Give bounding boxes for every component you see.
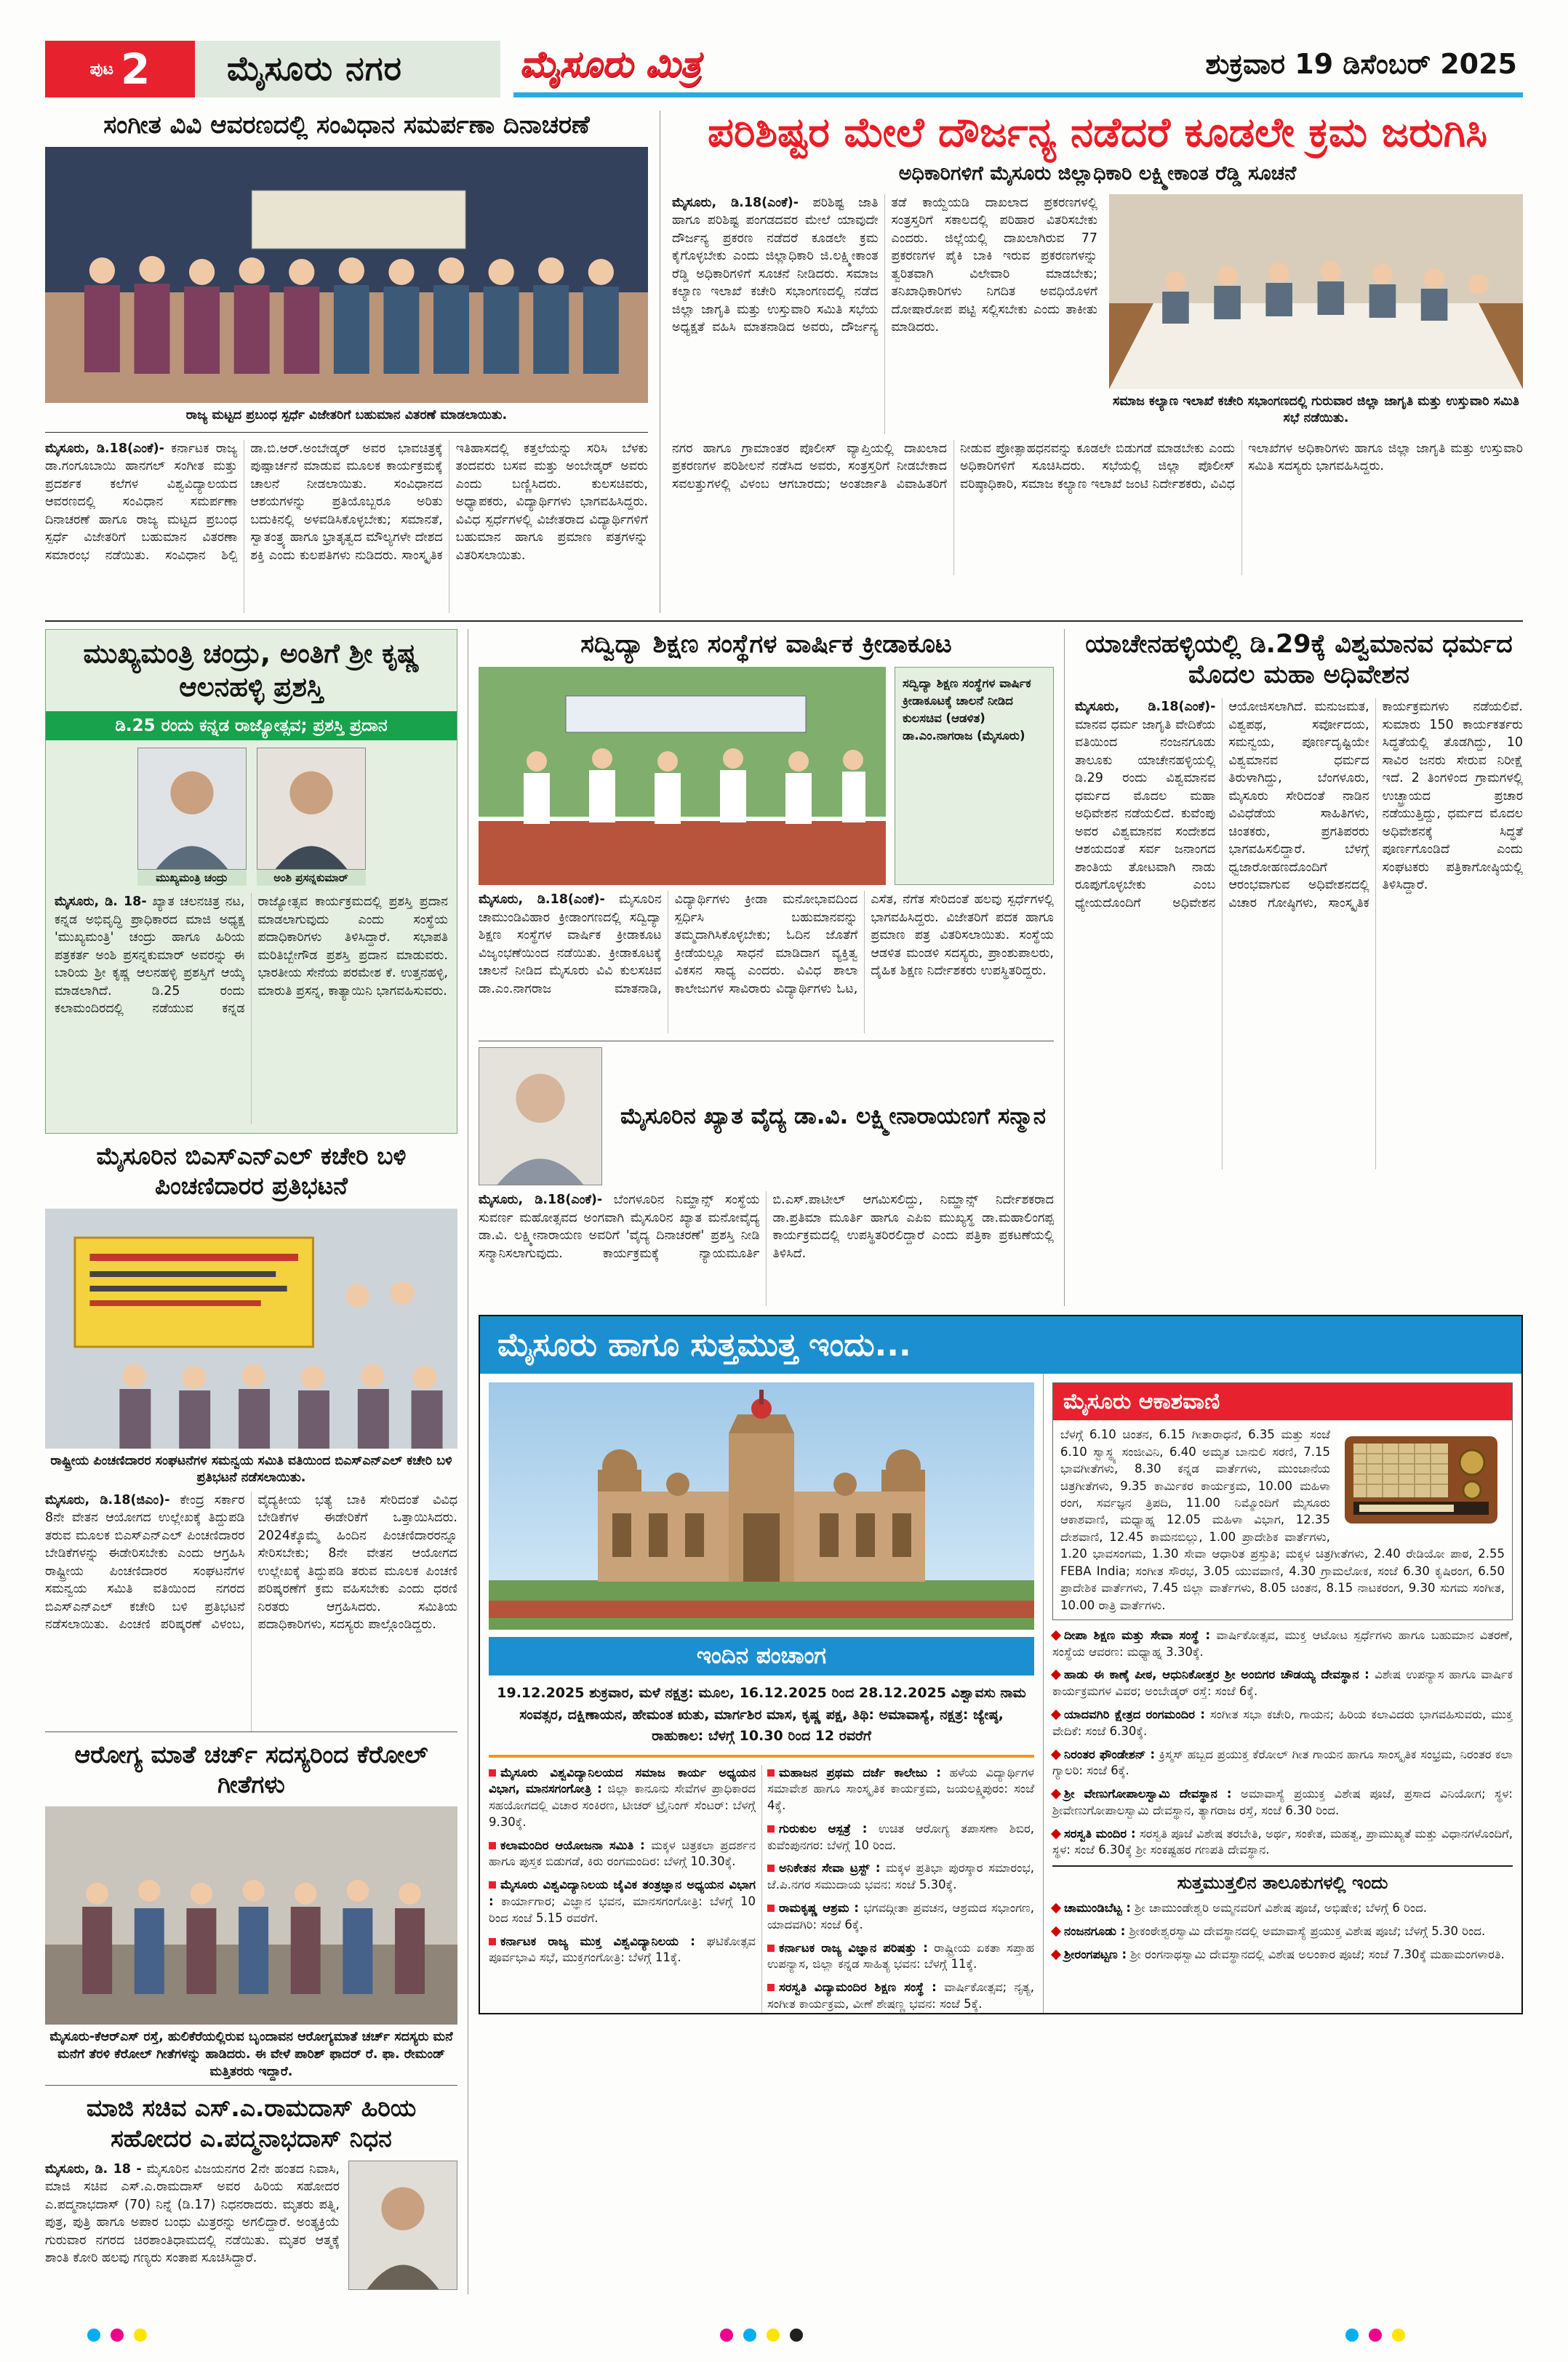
right-region [468,629,1523,2294]
middle-row [479,629,1523,1307]
bullet-square-icon [767,1905,775,1912]
bullet-square-icon [767,1984,775,1991]
panchanga-title: ಇಂದಿನ ಪಂಚಾಂಗ [489,1637,1034,1676]
award-strip: ಡಿ.25 ರಂದು ಕನ್ನಡ ರಾಜ್ಯೋತ್ಸವ; ಪ್ರಶಸ್ತಿ ಪ್ರದಾನ [46,711,457,740]
akashavani-box [1052,1382,1513,1620]
event-item [767,1821,1034,1854]
event-detail: ಘಟಿಕೋತ್ಸವ ಪೂರ್ವಭಾವಿ ಸಭೆ, ಮುಕ್ತಗಂಗೋತ್ರಿ: ಬೆಳಗ್ಗೆ 11ಕ್ಕೆ. [489,1934,756,1965]
listing-venue: ನಿರಂತರ ಫೌಂಡೇಶನ್ : [1064,1747,1156,1761]
photo-caption: ಮೈಸೂರು-ಕೆಆರ್‌ಎಸ್ ರಸ್ತೆ, ಹುಲಿಕೆರೆಯಲ್ಲಿರುವ ಬೃಂದಾವನ ಆರೋಗ್ಯಮಾತೆ ಚರ್ಚ್ ಸದಸ್ಯರು ಮನೆ ಮನೆಗೆ ತೆರಳಿ ಕೆರೋಲ್ ಗೀತೆಗಳನ್ನು ಹಾಡಿದರು. ಈ ವೇಳೆ ಪಾರಿಶ್ ಫಾದರ್ ರೆ. ಫಾ. ರೇಮಂಡ್ ಮತ್ತಿತರರು ಇದ್ದಾರೆ. [49,2030,453,2079]
cyan-dot-icon [1345,2329,1359,2342]
listing-item [1052,1826,1513,1859]
event-venue: ಕಲಾಮಂದಿರ ಆಯೋಜನಾ ಸಮಿತಿ : [500,1838,645,1852]
event-detail: ಕಾರ್ಯಾಗಾರ; ವಿಜ್ಞಾನ ಭವನ, ಮಾನಸಗಂಗೋತ್ರಿ: ಬೆಳಗ್ಗೆ 10 ರಿಂದ ಸಂಜೆ 5.15 ರವರೆಗೆ. [489,1894,756,1925]
today-section [479,1315,1523,2014]
portrait-name: ಮುಖ್ಯಮಂತ್ರಿ ಚಂದ್ರು [137,870,247,886]
bullet-diamond-icon [1051,1670,1061,1680]
body-copy: ಮೈಸೂರಿನ ವಿಜಯನಗರ 2ನೇ ಹಂತದ ನಿವಾಸಿ, ಮಾಜಿ ಸಚಿವ ಎಸ್.ಎ.ರಾಮದಾಸ್ ಅವರ ಹಿರಿಯ ಸಹೋದರ ಎ.ಪದ್ಮನಾಭದಾಸ್ (70) ನಿನ್ನೆ (ಡಿ.17) ನಿಧನರಾದರು. ಮೃತರು ಪತ್ನಿ, ಪುತ್ರ, ಪುತ್ರಿ ಹಾಗೂ ಅಪಾರ ಬಂಧು ಮಿತ್ರರನ್ನು ಅಗಲಿದ್ದಾರೆ. ಅಂತ್ಯಕ್ರಿಯೆ ಗುರುವಾರ ನಗರದ ಚಿರಶಾಂತಿಧಾಮದಲ್ಲಿ ನಡೆಯಿತು. ಮೃತರ ಆತ್ಮಕ್ಕೆ ಶಾಂತಿ ಕೋರಿ ಹಲವು ಗಣ್ಯರು ಸಂತಾಪ ಸೂಚಿಸಿದ್ದಾರೆ. [45,2161,340,2266]
dateline: ಮೈಸೂರು, ಡಿ.18(ಎಂಕೆ)- [672,195,799,210]
meeting-photo-block [1109,194,1523,434]
event-venue: ಸರಸ್ವತಿ ವಿದ್ಯಾಮಂದಿರ ಶಿಕ್ಷಣ ಸಂಸ್ಥೆ : [779,1980,937,1995]
akashavani-title: ಮೈಸೂರು ಆಕಾಶವಾಣಿ [1053,1383,1512,1420]
event-detail: ಭಗವದ್ಗೀತಾ ಪ್ರವಚನ, ಆಶ್ರಮದ ಸಭಾಂಗಣ, ಯಾದವಗಿರಿ: ಸಂಜೆ 6ಕ್ಕೆ. [767,1900,1034,1931]
schedule-text: ಬೆಳಗ್ಗೆ 6.10 ಚಿಂತನ, 6.15 ಗೀತಾರಾಧನೆ, 6.35 ಮತ್ತು ಸಂಜೆ 6.10 ಸ್ವಾಸ್ಥ್ಯ ಸಂಜೀವಿನಿ, 6.40 ಅಮೃತ ಬಾನುಲಿ ಸರಣಿ, 7.15 ಭಾವಗೀತೆಗಳು, 8.30 ಕನ್ನಡ ವಾರ್ತೆಗಳು, ಮುಂಜಾನೆಯ ಚಿತ್ರಗೀತೆಗಳು, 9.35 ಕಾರ್ಮಿಕರ ಕಾರ್ಯಕ್ರಮ, 10.00 ಮಹಿಳಾ ರಂಗ, ಸರ್ವಜ್ಞನ ತ್ರಿಪದಿ, 11.00 ನಿಮ್ಮೊಂದಿಗೆ ಮೈಸೂರು ಆಕಾಶವಾಣಿ, ಮಧ್ಯಾಹ್ನ 12.05 ಮಹಿಳಾ ವಿಭಾಗ, 12.35 ದೇಶವಾಣಿ, 12.45 ಕಾಮನಬಿಲ್ಲು, 1.00 ಪ್ರಾದೇಶಿಕ ವಾರ್ತೆಗಳು, 1.20 ಭಾವಸಂಗಮ, 1.30 ಸೇವಾ ಆಧಾರಿತ ಪ್ರಸ್ತುತಿ; ಮಕ್ಕಳ ಚಿತ್ರಗೀತೆಗಳು, 2.40 ರೇಡಿಯೋ ಪಾಠ, 2.55 FEBA India; ಸಂಗೀತ ಸೌರಭ, 3.05 ಯುವವಾಣಿ, 4.30 ಗ್ರಾಮಲೋಕ, ಸಂಜೆ 6.30 ಕೃಷಿರಂಗ, 6.50 ಪ್ರಾದೇಶಿಕ ವಾರ್ತೆಗಳು, 7.45 ಜಿಲ್ಲಾ ವಾರ್ತೆಗಳು, 8.05 ಚಿಂತನ, 8.15 ನಾಟಕರಂಗ, 9.30 ಸುಗಮ ಸಂಗೀತ, 10.00 ರಾತ್ರಿ ವಾರ್ತೆಗಳು. [1060,1428,1505,1612]
left-rail [45,629,468,2294]
taluks-list [1052,1900,1513,1963]
article-body [55,893,448,1124]
event-item [489,1765,756,1831]
listing-item [1052,1786,1513,1819]
article-headline: ಮೈಸೂರಿನ ಬಿಎಸ್‌ಎನ್‌ಎಲ್ ಕಚೇರಿ ಬಳಿ ಪಿಂಚಣಿದಾರರ ಪ್ರತಿಭಟನೆ [96,1142,407,1201]
article-body [479,891,1054,1033]
dateline: ಮೈಸೂರು, ಡಿ. 18 - [45,2161,142,2177]
section-name-box [195,41,500,97]
taluk-detail: ಶ್ರೀ ರಂಗನಾಥಸ್ವಾಮಿ ದೇವಸ್ಥಾನದಲ್ಲಿ ವಿಶೇಷ ಅಲಂಕಾರ ಪೂಜೆ; ಸಂಜೆ 7.30ಕ್ಕೆ ಮಹಾಮಂಗಳಾರತಿ. [1130,1947,1505,1961]
body-copy: ಕೇಂದ್ರ ಸರ್ಕಾರ 8ನೇ ವೇತನ ಆಯೋಗದ ಉಲ್ಲೇಖಕ್ಕೆ ತಿದ್ದುಪಡಿ ತರುವ ಮೂಲಕ ಬಿಎಸ್‌ಎನ್‌ಎಲ್ ಪಿಂಚಣಿದಾರರ ಬೇಡಿಕೆಗಳನ್ನು ಈಡೇರಿಸಬೇಕು ಎಂದು ಆಗ್ರಹಿಸಿ ರಾಷ್ಟ್ರೀಯ ಪಿಂಚಣಿದಾರರ ಸಂಘಟನೆಗಳ ಸಮನ್ವಯ ಸಮಿತಿ ವತಿಯಿಂದ ನಗರದ ಬಿಎಸ್‌ಎನ್‌ಎಲ್ ಕಚೇರಿ ಬಳಿ ಪ್ರತಿಭಟನೆ ನಡೆಸಲಾಯಿತು. ಪಿಂಚಣಿ ಪರಿಷ್ಕರಣೆ ವಿಳಂಬ, ವೈದ್ಯಕೀಯ ಭತ್ಯೆ ಬಾಕಿ ಸೇರಿದಂತೆ ವಿವಿಧ ಬೇಡಿಕೆಗಳ ಈಡೇರಿಕೆಗೆ ಒತ್ತಾಯಿಸಿದರು. 2024ಕ್ಕೊಮ್ಮೆ ಹಿಂದಿನ ಪಿಂಚಣಿದಾರರನ್ನೂ ಸೇರಿಸಬೇಕು; 8ನೇ ವೇತನ ಆಯೋಗದ ಉಲ್ಲೇಖಕ್ಕೆ ತಿದ್ದುಪಡಿ ತರುವ ಮೂಲಕ ಪಿಂಚಣಿ ಪರಿಷ್ಕರಣೆಗೆ ಕ್ರಮ ವಹಿಸಬೇಕು ಎಂದು ಧರಣಿ ನಿರತರು ಆಗ್ರಹಿಸಿದರು. ಸಮಿತಿಯ ಪದಾಧಿಕಾರಿಗಳು, ಸದಸ್ಯರು ಪಾಲ್ಗೊಂಡಿದ್ದರು. [45,1492,457,1633]
event-item [767,1979,1034,2013]
article-honor [479,1041,1054,1306]
protest-photo [45,1209,457,1449]
events-list [489,1765,1034,2013]
photo-caption: ರಾಷ್ಟ್ರೀಯ ಪಿಂಚಣಿದಾರರ ಸಂಘಟನೆಗಳ ಸಮನ್ವಯ ಸಮಿತಿ ವತಿಯಿಂದ ಬಿಎಸ್‌ಎನ್‌ಎಲ್ ಕಚೇರಿ ಬಳಿ ಪ್ರತಿಭಟನೆ ನಡೆಸಲಾಯಿತು. [50,1453,452,1486]
article-body [45,440,648,613]
article-award [45,629,457,1134]
sports-photo-note: ಸದ್ವಿದ್ಯಾ ಶಿಕ್ಷಣ ಸಂಸ್ಥೆಗಳ ವಾರ್ಷಿಕ ಕ್ರೀಡಾಕೂಟಕ್ಕೆ ಚಾಲನೆ ನೀಡಿದ ಕುಲಸಚಿವ (ಆಡಳಿತ) ಡಾ.ಎಂ.ನಾಗರಾಜ (ಮೈಸೂರು) [895,667,1054,885]
bullet-diamond-icon [1051,1926,1061,1937]
article-headline: ಆರೋಗ್ಯ ಮಾತೆ ಚರ್ಚ್ ಸದಸ್ಯರಿಂದ ಕೆರೋಲ್ ಗೀತೆಗಳು [74,1740,428,1799]
sports-photo-placeholder [479,667,886,885]
event-venue: ಮೈಸೂರು ವಿಶ್ವವಿದ್ಯಾನಿಲಯದ ಸಮಾಜ ಕಾರ್ಯ ಅಧ್ಯಯನ ವಿಭಾಗ, ಮಾನಸಗಂಗೋತ್ರಿ : [489,1765,756,1796]
portrait-placeholder [138,748,246,869]
black-dot-icon [790,2329,803,2342]
article-headline: ಯಾಚೇನಹಳ್ಳಿಯಲ್ಲಿ ಡಿ.29ಕ್ಕೆ ವಿಶ್ವಮಾನವ ಧರ್ಮದ ಮೊದಲ ಮಹಾ ಅಧಿವೇಶನ [1085,629,1513,690]
taluk-item [1052,1923,1513,1940]
dateline: ಮೈಸೂರು, ಡಿ.18(ಜಿಎಂ)- [45,1492,170,1508]
portrait-chandru [137,748,247,886]
listing-item [1052,1707,1513,1740]
registration-dots-center [720,2329,803,2342]
event-item [489,1838,756,1871]
portrait-photo [257,748,366,870]
group-photo [45,147,648,403]
akashavani-schedule [1053,1420,1512,1620]
listing-venue: ಸರಸ್ವತಿ ಮಂದಿರ : [1064,1826,1136,1841]
carol-photo-placeholder [45,1806,457,2025]
divider [45,432,648,433]
event-venue: ಮಹಾಜನ ಪ್ರಥಮ ದರ್ಜೆ ಕಾಲೇಜು : [779,1765,941,1779]
taluk-name: ಶ್ರೀರಂಗಪಟ್ಟಣ : [1064,1947,1127,1961]
bullet-diamond-icon [1051,1749,1061,1759]
today-columns [480,1374,1521,2012]
obituary-portrait [348,2161,457,2294]
portrait-placeholder [349,2161,457,2289]
radio-icon [1337,1426,1505,1535]
event-item [767,1900,1034,1934]
body-copy: ಮೈಸೂರಿನ ಚಾಮುಂಡಿವಿಹಾರ ಕ್ರೀಡಾಂಗಣದಲ್ಲಿ ಸದ್ವಿದ್ಯಾ ಶಿಕ್ಷಣ ಸಂಸ್ಥೆಗಳ ವಾರ್ಷಿಕ ಕ್ರೀಡಾಕೂಟ ವಿಜೃಂಭಣೆಯಿಂದ ನಡೆಯಿತು. ಕ್ರೀಡಾಕೂಟಕ್ಕೆ ಚಾಲನೆ ನೀಡಿದ ಮೈಸೂರು ವಿವಿ ಕುಲಸಚಿವ ಡಾ.ಎಂ.ನಾಗರಾಜ ಮಾತನಾಡಿ, ವಿದ್ಯಾರ್ಥಿಗಳು ಕ್ರೀಡಾ ಮನೋಭಾವದಿಂದ ಸ್ಪರ್ಧಿಸಿ ಬಹುಮಾನವನ್ನು ತಮ್ಮದಾಗಿಸಿಕೊಳ್ಳಬೇಕು; ಓದಿನ ಜೊತೆಗೆ ಕ್ರೀಡೆಯಲ್ಲೂ ಸಾಧನೆ ಮಾಡಿದಾಗ ವ್ಯಕ್ತಿತ್ವ ವಿಕಸನ ಸಾಧ್ಯ ಎಂದರು. ವಿವಿಧ ಶಾಲಾ ಕಾಲೇಜುಗಳ ಸಾವಿರಾರು ವಿದ್ಯಾರ್ಥಿಗಳು ಓಟ, ಎಸೆತ, ನೆಗೆತ ಸೇರಿದಂತೆ ಹಲವು ಸ್ಪರ್ಧೆಗಳಲ್ಲಿ ಭಾಗವಹಿಸಿದ್ದರು. ವಿಜೇತರಿಗೆ ಪದಕ ಹಾಗೂ ಪ್ರಮಾಣ ಪತ್ರ ವಿತರಿಸಲಾಯಿತು. ಸಂಸ್ಥೆಯ ಆಡಳಿತ ಮಂಡಳಿ ಸದಸ್ಯರು, ಪ್ರಾಂಶುಪಾಲರು, ದೈಹಿಕ ಶಿಕ್ಷಣ ನಿರ್ದೇಶಕರು ಉಪಸ್ಥಿತರಿದ್ದರು. [479,892,1054,996]
event-venue: ಕರ್ನಾಟಕ ರಾಜ್ಯ ವಿಜ್ಞಾನ ಪರಿಷತ್ತು : [779,1940,928,1955]
today-right-column [1044,1374,1521,2012]
taluk-detail: ಶ್ರೀಕಂಠೇಶ್ವರಸ್ವಾಮಿ ದೇವಸ್ಥಾನದಲ್ಲಿ ಅಮಾವಾಸ್ಯೆ ಪ್ರಯುಕ್ತ ವಿಶೇಷ ಪೂಜೆ; ಬೆಳಗ್ಗೆ 5.30 ರಿಂದ. [1129,1923,1486,1938]
taluk-detail: ಶ್ರೀ ಚಾಮುಂಡೇಶ್ವರಿ ಅಮ್ಮನವರಿಗೆ ವಿಶೇಷ ಪೂಜೆ, ಅಭಿಷೇಕ; ಬೆಳಗ್ಗೆ 6 ರಿಂದ. [1135,1901,1428,1915]
sports-media [479,667,1054,885]
event-detail: ಉಚಿತ ಆರೋಗ್ಯ ತಪಾಸಣಾ ಶಿಬಿರ, ಕುವೆಂಪುನಗರ: ಬೆಳಗ್ಗೆ 10 ರಿಂದ. [767,1821,1035,1852]
listing-detail: ವಾರ್ಷಿಕೋತ್ಸವ, ಮುಕ್ತ ಆಟೋಟ ಸ್ಪರ್ಧೆಗಳು ಹಾಗೂ ಬಹುಮಾನ ವಿತರಣೆ, ಸಂಸ್ಥೆಯ ಆವರಣ: ಮಧ್ಯಾಹ್ನ 3.30ಕ್ಕೆ. [1052,1628,1513,1659]
event-venue: ಕರ್ನಾಟಕ ರಾಜ್ಯ ಮುಕ್ತ ವಿಶ್ವವಿದ್ಯಾನಿಲಯ : [500,1934,695,1948]
bullet-square-icon [767,1865,775,1872]
portrait-placeholder [479,1048,601,1185]
event-venue: ರಾಮಕೃಷ್ಣ ಆಶ್ರಮ : [779,1900,859,1915]
magenta-dot-icon [111,2329,124,2342]
registration-dots-right [1345,2329,1405,2342]
group-photo-placeholder [45,147,648,403]
body-copy: ಬೆಂಗಳೂರಿನ ನಿಮ್ಹಾನ್ಸ್ ಸಂಸ್ಥೆಯ ಸುವರ್ಣ ಮಹೋತ್ಸವದ ಅಂಗವಾಗಿ ಮೈಸೂರಿನ ಖ್ಯಾತ ಮನೋವೈದ್ಯ ಡಾ.ವಿ. ಲಕ್ಷ್ಮೀನಾರಾಯಣ ಅವರಿಗೆ 'ವೈದ್ಯ ದಿನಾಚರಣೆ' ಪ್ರಶಸ್ತಿ ನೀಡಿ ಸನ್ಮಾನಿಸಲಾಗುವುದು. ಕಾರ್ಯಕ್ರಮಕ್ಕೆ ನ್ಯಾಯಮೂರ್ತಿ ಬಿ.ಎಸ್.ಪಾಟೀಲ್ ಆಗಮಿಸಲಿದ್ದು, ನಿಮ್ಹಾನ್ಸ್ ನಿರ್ದೇಶಕರಾದ ಡಾ.ಪ್ರತಿಮಾ ಮೂರ್ತಿ ಹಾಗೂ ಎಪಿಐ ಮುಖ್ಯಸ್ಥ ಡಾ.ಮಹಾಲಿಂಗಪ್ಪ ಕಾರ್ಯಕ್ರಮದಲ್ಲಿ ಉಪಸ್ಥಿತರಿರಲಿದ್ದಾರೆ ಎಂದು ಪತ್ರಿಕಾ ಪ್ರಕಟಣೆಯಲ್ಲಿ ತಿಳಿಸಿದೆ. [479,1193,1054,1261]
lead-article-columns [672,194,1523,434]
listing-detail: ಸರಸ್ವತಿ ಪೂಜೆ ವಿಶೇಷ ತರಬೇತಿ, ಅರ್ಥ, ಸಂಕೇತ, ಮಹತ್ವ, ಪ್ರಾಮುಖ್ಯತೆ ಮತ್ತು ವಿಧಾನಗಳೊಂದಿಗೆ, ಸ್ಥಳ: ಸಂಜೆ 6.30ಕ್ಕೆ ಶ್ರೀ ಸಂಕಷ್ಟಹರ ಗಣಪತಿ ದೇವಸ್ಥಾನ. [1052,1826,1513,1857]
mysore-palace-photo [489,1382,1034,1630]
bullet-square-icon [767,1769,775,1777]
listing-detail: ಕ್ರಿಸ್ಮಸ್ ಹಬ್ಬದ ಪ್ರಯುಕ್ತ ಕೆರೋಲ್ ಗೀತ ಗಾಯನ ಹಾಗೂ ಸಾಂಸ್ಕೃತಿಕ ಸಂಭ್ರಮ, ನಿರಂತರ ಕಲಾ ಗ್ಯಾಲರಿ: ಸಂಜೆ 6ಕ್ಕೆ. [1052,1747,1513,1778]
today-banner: ಮೈಸೂರು ಹಾಗೂ ಸುತ್ತಮುತ್ತ ಇಂದು... [480,1316,1521,1374]
meeting-photo-placeholder [1109,194,1523,389]
dateline: ಮೈಸೂರು, ಡಿ.18(ಎಂಕೆ)- [479,1193,603,1208]
listing-detail: ಸಂಗೀತ ಸಭಾ ಕಚೇರಿ, ಗಾಯನ; ಹಿರಿಯ ಕಲಾವಿದರು ಭಾಗವಹಿಸುವರು, ಮುಕ್ತ ವೇದಿಕೆ: ಸಂಜೆ 6.30ಕ್ಕೆ. [1052,1708,1513,1738]
top-row [45,111,1523,613]
dateline: ಮೈಸೂರು, ಡಿ.18(ಎಂಕೆ)- [1075,700,1216,714]
listing-venue: ಶ್ರೀ ವೇಣುಗೋಪಾಲಸ್ವಾಮಿ ದೇವಸ್ಥಾನ : [1064,1787,1232,1801]
obituary-content [45,2161,457,2294]
event-item [489,1877,756,1926]
body-copy: ಖ್ಯಾತ ಚಲನಚಿತ್ರ ನಟ, ಕನ್ನಡ ಅಭಿವೃದ್ಧಿ ಪ್ರಾಧಿಕಾರದ ಮಾಜಿ ಅಧ್ಯಕ್ಷ 'ಮುಖ್ಯಮಂತ್ರಿ' ಚಂದ್ರು ಹಾಗೂ ಹಿರಿಯ ಪತ್ರಕರ್ತ ಅಂಶಿ ಪ್ರಸನ್ನಕುಮಾರ್ ಅವರನ್ನು ಈ ಬಾರಿಯ ಶ್ರೀ ಕೃಷ್ಣ ಆಲನಹಳ್ಳಿ ಪ್ರಶಸ್ತಿಗೆ ಆಯ್ಕೆ ಮಾಡಲಾಗಿದೆ. ಡಿ.25 ರಂದು ಕಲಾಮಂದಿರದಲ್ಲಿ ನಡೆಯುವ ಕನ್ನಡ ರಾಜ್ಯೋತ್ಸವ ಕಾರ್ಯಕ್ರಮದಲ್ಲಿ ಪ್ರಶಸ್ತಿ ಪ್ರದಾನ ಮಾಡಲಾಗುವುದು ಎಂದು ಸಂಸ್ಥೆಯ ಪದಾಧಿಕಾರಿಗಳು ತಿಳಿಸಿದ್ದಾರೆ. ಸಭಾಪತಿ ಮರಿತಿಬ್ಬೇಗೌಡ ಪ್ರಶಸ್ತಿ ಪ್ರದಾನ ಮಾಡುವರು. ಭಾರತೀಯ ಸೇನೆಯ ಪರಮೇಶ ಕೆ. ಉತ್ತನಹಳ್ಳಿ, ಮಾರುತಿ ಪ್ರಸನ್ನ, ಕಾತ್ಯಾಯಿನಿ ಭಾಗವಹಿಸುವರು. [55,894,448,1017]
radio-photo [1337,1426,1505,1535]
event-item [767,1940,1034,1974]
article-dc [660,111,1523,613]
listing-item [1052,1747,1513,1780]
listing-detail: ಅಮಾವಾಸ್ಯೆ ಪ್ರಯುಕ್ತ ವಿಶೇಷ ಪೂಜೆ, ಪ್ರಸಾದ ವಿನಿಯೋಗ; ಸ್ಥಳ: ಶ್ರೀವೇಣುಗೋಪಾಲಸ್ವಾಮಿ ದೇವಸ್ಥಾನ, ತ್ಯಾಗರಾಜ ರಸ್ತೆ, ಸಂಜೆ 6.30 ರಿಂದ. [1052,1787,1513,1817]
magenta-dot-icon [720,2329,733,2342]
today-left-column [480,1374,1044,2012]
article-body [1075,698,1523,1169]
event-detail: ಮಕ್ಕಳ ಚಿತ್ರಕಲಾ ಪ್ರದರ್ಶನ ಹಾಗೂ ಪುಸ್ತಕ ಬಿಡುಗಡೆ, ಕಿರು ರಂಗಮಂದಿರ: ಬೆಳಗ್ಗೆ 10.30ಕ್ಕೆ. [489,1838,756,1869]
event-venue: ಗುರುಕುಲ ಆಸ್ಪತ್ರೆ : [779,1821,868,1835]
article-bsnl [45,1141,457,1732]
bullet-square-icon [489,1842,496,1849]
event-item [767,1765,1034,1814]
portrait-name: ಅಂಶಿ ಪ್ರಸನ್ನಕುಮಾರ್ [257,870,366,886]
bullet-square-icon [767,1945,775,1952]
masthead [45,38,1523,100]
photo-caption: ಸಮಾಜ ಕಲ್ಯಾಣ ಇಲಾಖೆ ಕಚೇರಿ ಸಭಾಂಗಣದಲ್ಲಿ ಗುರುವಾರ ಜಿಲ್ಲಾ ಜಾಗೃತಿ ಮತ್ತು ಉಸ್ತುವಾರಿ ಸಮಿತಿ ಸಭೆ ನಡೆಯಿತು. [1113,393,1519,426]
event-detail: ರಾಷ್ಟ್ರೀಯ ಏಕತಾ ಸಪ್ತಾಹ ಉಪನ್ಯಾಸ, ಜಿಲ್ಲಾ ಕನ್ನಡ ಸಾಹಿತ್ಯ ಭವನ: ಬೆಳಗ್ಗೆ 11ಕ್ಕೆ. [767,1940,1035,1971]
article-body [672,194,1097,434]
article-body [45,2161,340,2294]
protest-photo-placeholder [45,1209,457,1449]
cyan-dot-icon [87,2329,100,2342]
article-body [479,1191,1054,1306]
photo-caption: ರಾಜ್ಯ ಮಟ್ಟದ ಪ್ರಬಂಧ ಸ್ಪರ್ಧೆ ವಿಜೇತರಿಗೆ ಬಹುಮಾನ ವಿತರಣೆ ಮಾಡಲಾಯಿತು. [185,408,508,423]
article-headline: ಮೈಸೂರಿನ ಖ್ಯಾತ ವೈದ್ಯ ಡಾ.ವಿ. ಲಕ್ಷ್ಮೀನಾರಾಯಣಗೆ ಸನ್ಮಾನ [620,1103,1046,1130]
registration-dots-left [87,2329,147,2342]
event-item [489,1934,756,1967]
article-headline: ಸಂಗೀತ ವಿವಿ ಆವರಣದಲ್ಲಿ ಸಂವಿಧಾನ ಸಮರ್ಪಣಾ ದಿನಾಚರಣೆ [103,111,590,140]
honor-header [479,1047,1054,1185]
edition-date: ಶುಕ್ರವಾರ 19 ಡಿಸೆಂಬರ್ 2025 [1205,48,1517,80]
lead-headline: ಪರಿಶಿಷ್ಟರ ಮೇಲೆ ದೌರ್ಜನ್ಯ ನಡೆದರೆ ಕೂಡಲೇ ಕ್ರಮ ಜರುಗಿಸಿ [707,109,1488,156]
panchanga-text: 19.12.2025 ಶುಕ್ರವಾರ, ಮಳೆ ನಕ್ಷತ್ರ: ಮೂಲ, 16.12.2025 ರಿಂದ 28.12.2025 ವಿಶ್ವಾವಸು ನಾಮ ಸಂವತ್ಸರ, ದಕ್ಷಿಣಾಯನ, ಹೇಮಂತ ಋತು, ಮಾರ್ಗಶಿರ ಮಾಸ, ಕೃಷ್ಣ ಪಕ್ಷ, ತಿಥಿ: ಅಮಾವಾಸ್ಯೆ, ನಕ್ಷತ್ರ: ಜ್ಯೇಷ್ಠ, ರಾಹುಕಾಲ: ಬೆಳಗ್ಗೆ 10.30 ರಿಂದ 12 ರವರೆಗೆ [489,1676,1034,1757]
bullet-diamond-icon [1051,1829,1061,1839]
meeting-photo [1109,194,1523,389]
yellow-dot-icon [767,2329,780,2342]
portrait-photo [348,2161,457,2290]
cyan-dot-icon [743,2329,756,2342]
today-right-list [1052,1628,1513,1859]
palace-photo-placeholder [489,1382,1034,1630]
article-obituary [45,2085,457,2294]
section-name: ಮೈಸೂರು ನಗರ [227,49,402,88]
portrait-photo [479,1047,602,1185]
taluks-title: ಸುತ್ತಮುತ್ತಲಿನ ತಾಲೂಕುಗಳಲ್ಲಿ ಇಂದು [1052,1865,1513,1893]
body-copy: ಕರ್ನಾಟಕ ರಾಜ್ಯ ಡಾ.ಗಂಗೂಬಾಯಿ ಹಾನಗಲ್ ಸಂಗೀತ ಮತ್ತು ಪ್ರದರ್ಶಕ ಕಲೆಗಳ ವಿಶ್ವವಿದ್ಯಾಲಯದ ಆವರಣದಲ್ಲಿ ಸಂವಿಧಾನ ಸಮರ್ಪಣಾ ದಿನಾಚರಣೆ ಹಾಗೂ ರಾಜ್ಯ ಮಟ್ಟದ ಪ್ರಬಂಧ ಸ್ಪರ್ಧೆ ವಿಜೇತರಿಗೆ ಬಹುಮಾನ ವಿತರಣಾ ಸಮಾರಂಭ ನಡೆಯಿತು. ಸಂವಿಧಾನ ಶಿಲ್ಪಿ ಡಾ.ಬಿ.ಆರ್.ಅಂಬೇಡ್ಕರ್ ಅವರ ಭಾವಚಿತ್ರಕ್ಕೆ ಪುಷ್ಪಾರ್ಚನೆ ಮಾಡುವ ಮೂಲಕ ಕಾರ್ಯಕ್ರಮಕ್ಕೆ ಚಾಲನೆ ನೀಡಲಾಯಿತು. ಸಂವಿಧಾನದ ಆಶಯಗಳನ್ನು ಪ್ರತಿಯೊಬ್ಬರೂ ಅರಿತು ಬದುಕಿನಲ್ಲಿ ಅಳವಡಿಸಿಕೊಳ್ಳಬೇಕು; ಸಮಾನತೆ, ಸ್ವಾತಂತ್ರ್ಯ ಹಾಗೂ ಭ್ರಾತೃತ್ವದ ಮೌಲ್ಯಗಳೇ ದೇಶದ ಶಕ್ತಿ ಎಂದು ಕುಲಪತಿಗಳು ನುಡಿದರು. ಸಾಂಸ್ಕೃತಿಕ ಇತಿಹಾಸದಲ್ಲಿ ಕತ್ತಲೆಯನ್ನು ಸರಿಸಿ ಬೆಳಕು ತಂದವರು ಬಸವ ಮತ್ತು ಅಂಬೇಡ್ಕರ್ ಅವರು ಎಂದು ಬಣ್ಣಿಸಿದರು. ಕುಲಸಚಿವರು, ಅಧ್ಯಾಪಕರು, ವಿದ್ಯಾರ್ಥಿಗಳು ಭಾಗವಹಿಸಿದ್ದರು. ವಿವಿಧ ಸ್ಪರ್ಧೆಗಳಲ್ಲಿ ವಿಜೇತರಾದ ವಿದ್ಯಾರ್ಥಿಗಳಿಗೆ ಬಹುಮಾನ ಹಾಗೂ ಪ್ರಮಾಣ ಪತ್ರಗಳನ್ನು ವಿತರಿಸಲಾಯಿತು. [45,441,648,563]
section-divider [45,620,1523,622]
taluk-name: ಚಾಮುಂಡಿಬೆಟ್ಟ : [1064,1901,1131,1915]
article-headline: ಮುಖ್ಯಮಂತ್ರಿ ಚಂದ್ರು, ಅಂತಿಗೆ ಶ್ರೀ ಕೃಷ್ಣ ಆಲನಹಳ್ಳಿ ಪ್ರಶಸ್ತಿ [83,637,420,702]
listing-venue: ಯಾದವಗಿರಿ ಕ್ಷೇತ್ರದ ರಂಗಮಂದಿರ : [1064,1708,1205,1722]
listing-detail: ವಿಶೇಷ ಉಪನ್ಯಾಸ ಹಾಗೂ ವಾರ್ಷಿಕ ಕಾರ್ಯಕ್ರಮಗಳ ವಿವರ; ಅಂಬೇಡ್ಕರ್ ರಸ್ತೆ: ಸಂಜೆ 6ಕ್ಕೆ. [1052,1668,1513,1699]
article-adhiveshana [1065,629,1523,1307]
event-venue: ಮೈಸೂರು ವಿಶ್ವವಿದ್ಯಾನಿಲಯ ಜೈವಿಕ ತಂತ್ರಜ್ಞಾನ ಅಧ್ಯಯನ ವಿಭಾಗ : [489,1878,756,1908]
event-item [767,1860,1034,1894]
article-body [45,1492,457,1732]
page-number-box [45,41,195,97]
paper-name: ಮೈಸೂರು ಮಿತ್ರ [519,43,701,85]
taluk-item [1052,1947,1513,1963]
page-label: ಪುಟ [89,60,113,79]
event-detail: ಮಕ್ಕಳ ಪ್ರತಿಭಾ ಪುರಸ್ಕಾರ ಸಮಾರಂಭ, ಜೆ.ಪಿ.ನಗರ ಸಮುದಾಯ ಭವನ: ಸಂಜೆ 5.30ಕ್ಕೆ. [767,1861,1034,1892]
body-copy: ನಗರ ಹಾಗೂ ಗ್ರಾಮಾಂತರ ಪೊಲೀಸ್ ವ್ಯಾಪ್ತಿಯಲ್ಲಿ ದಾಖಲಾದ ಪ್ರಕರಣಗಳ ಪರಿಶೀಲನೆ ನಡೆಸಿದ ಅವರು, ಸಂತ್ರಸ್ತರಿಗೆ ನೀಡಬೇಕಾದ ಸವಲತ್ತುಗಳಲ್ಲಿ ವಿಳಂಬ ಆಗಬಾರದು; ಅಂತರ್ಜಾತಿ ವಿವಾಹಿತರಿಗೆ ನೀಡುವ ಪ್ರೋತ್ಸಾಹಧನವನ್ನು ಕೂಡಲೇ ಬಿಡುಗಡೆ ಮಾಡಬೇಕು ಎಂದು ಅಧಿಕಾರಿಗಳಿಗೆ ಸೂಚಿಸಿದರು. ಸಭೆಯಲ್ಲಿ ಜಿಲ್ಲಾ ಪೊಲೀಸ್ ವರಿಷ್ಠಾಧಿಕಾರಿ, ಸಮಾಜ ಕಲ್ಯಾಣ ಇಲಾಖೆ ಜಂಟಿ ನಿರ್ದೇಶಕರು, ವಿವಿಧ ಇಲಾಖೆಗಳ ಅಧಿಕಾರಿಗಳು ಹಾಗೂ ಜಿಲ್ಲಾ ಜಾಗೃತಿ ಮತ್ತು ಉಸ್ತುವಾರಿ ಸಮಿತಿ ಸದಸ್ಯರು ಭಾಗವಹಿಸಿದ್ದರು. [672,441,1523,492]
bullet-diamond-icon [1051,1710,1061,1720]
event-detail: ಜಿಲ್ಲಾ ಕಾನೂನು ಸೇವೆಗಳ ಪ್ರಾಧಿಕಾರದ ಸಹಯೋಗದಲ್ಲಿ ವಿಚಾರ ಸಂಕಿರಣ, ಟೀಚರ್ ಟ್ರೈನಿಂಗ್ ಸೆಂಟರ್: ಬೆಳಗ್ಗೆ 9.30ಕ್ಕೆ. [489,1782,756,1829]
carol-group-photo [45,1806,457,2025]
article-carol [45,1732,457,2081]
dateline: ಮೈಸೂರು, ಡಿ. 18- [55,894,147,910]
event-venue: ಅನಿಕೇತನ ಸೇವಾ ಟ್ರಸ್ಟ್ : [779,1861,881,1875]
bullet-diamond-icon [1051,1950,1061,1960]
magenta-dot-icon [1369,2329,1382,2342]
listing-item [1052,1667,1513,1700]
article-headline: ಮಾಜಿ ಸಚಿವ ಎಸ್.ಎ.ರಾಮದಾಸ್ ಹಿರಿಯ ಸಹೋದರ ಎ.ಪದ್ಮನಾಭದಾಸ್ ನಿಧನ [86,2094,417,2153]
article-sports [479,629,1065,1307]
taluk-item [1052,1900,1513,1917]
portrait-anshi [257,748,366,886]
yellow-dot-icon [1392,2329,1405,2342]
bullet-square-icon [489,1769,496,1777]
listing-venue: ದೀಪಾ ಶಿಕ್ಷಣ ಮತ್ತು ಸೇವಾ ಸಂಸ್ಥೆ : [1064,1628,1211,1642]
dateline: ಮೈಸೂರು, ಡಿ.18(ಎಂಕೆ)- [45,441,164,456]
honor-portrait [479,1047,602,1185]
bullet-diamond-icon [1051,1630,1061,1641]
masthead-right [513,41,1523,97]
taluk-name: ನಂಜನಗೂಡು : [1064,1923,1126,1938]
event-detail: ಹಳೆಯ ವಿದ್ಯಾರ್ಥಿಗಳ ಸಮಾವೇಶ ಹಾಗೂ ಸಾಂಸ್ಕೃತಿಕ ಕಾರ್ಯಕ್ರಮ, ಜಯಲಕ್ಷ್ಮಿಪುರಂ: ಸಂಜೆ 4ಕ್ಕೆ. [767,1765,1034,1813]
bullet-diamond-icon [1051,1789,1061,1799]
body-copy: ಪರಿಶಿಷ್ಟ ಜಾತಿ ಹಾಗೂ ಪರಿಶಿಷ್ಟ ಪಂಗಡದವರ ಮೇಲೆ ಯಾವುದೇ ದೌರ್ಜನ್ಯ ಪ್ರಕರಣ ನಡೆದರೆ ಕೂಡಲೇ ಕ್ರಮ ಕೈಗೊಳ್ಳಬೇಕು ಎಂದು ಜಿಲ್ಲಾಧಿಕಾರಿ ಜಿ.ಲಕ್ಷ್ಮೀಕಾಂತ ರೆಡ್ಡಿ ಅಧಿಕಾರಿಗಳಿಗೆ ಸೂಚನೆ ನೀಡಿದರು. ಸಮಾಜ ಕಲ್ಯಾಣ ಇಲಾಖೆ ಕಚೇರಿ ಸಭಾಂಗಣದಲ್ಲಿ ನಡೆದ ಜಿಲ್ಲಾ ಜಾಗೃತಿ ಮತ್ತು ಉಸ್ತುವಾರಿ ಸಮಿತಿ ಸಭೆಯ ಅಧ್ಯಕ್ಷತೆ ವಹಿಸಿ ಮಾತನಾಡಿದ ಅವರು, ದೌರ್ಜನ್ಯ ತಡೆ ಕಾಯ್ದೆಯಡಿ ದಾಖಲಾದ ಪ್ರಕರಣಗಳಲ್ಲಿ ಸಂತ್ರಸ್ತರಿಗೆ ಸಕಾಲದಲ್ಲಿ ಪರಿಹಾರ ವಿತರಿಸಬೇಕು ಎಂದರು. ಜಿಲ್ಲೆಯಲ್ಲಿ ದಾಖಲಾಗಿರುವ 77 ಪ್ರಕರಣಗಳ ಪೈಕಿ ಬಾಕಿ ಇರುವ ಪ್ರಕರಣಗಳನ್ನು ತ್ವರಿತವಾಗಿ ವಿಲೇವಾರಿ ಮಾಡಬೇಕು; ತನಿಖಾಧಿಕಾರಿಗಳು ನಿಗದಿತ ಅವಧಿಯೊಳಗೆ ದೋಷಾರೋಪ ಪಟ್ಟಿ ಸಲ್ಲಿಸಬೇಕು ಎಂದು ತಾಕೀತು ಮಾಡಿದರು. [672,195,1097,335]
article-headline: ಸದ್ವಿದ್ಯಾ ಶಿಕ್ಷಣ ಸಂಸ್ಥೆಗಳ ವಾರ್ಷಿಕ ಕ್ರೀಡಾಕೂಟ [580,629,952,659]
listing-item [1052,1628,1513,1661]
portrait-placeholder [257,748,365,869]
lead-subhead: ಅಧಿಕಾರಿಗಳಿಗೆ ಮೈಸೂರು ಜಿಲ್ಲಾಧಿಕಾರಿ ಲಕ್ಷ್ಮೀಕಾಂತ ರೆಡ್ಡಿ ಸೂಚನೆ [898,161,1297,185]
portrait-photo [137,748,247,870]
bullet-square-icon [489,1881,496,1889]
listing-venue: ಹಾಡು ಈ ಕಾಣ್ಕೆ ಪೀಠ, ಆಧುನಿಕೋತ್ತರ ಶ್ರೀ ಅಂಬಿಗರ ಚೌಡಯ್ಯ ದೇವಸ್ಥಾನ : [1064,1668,1369,1682]
bullet-square-icon [489,1938,496,1945]
sports-photo [479,667,886,885]
article-body-continued [672,440,1523,575]
main-region [45,629,1523,2294]
page-number: 2 [120,44,151,94]
bullet-diamond-icon [1051,1903,1061,1913]
dateline: ಮೈಸೂರು, ಡಿ.18(ಎಂಕೆ)- [479,892,605,908]
bullet-square-icon [767,1825,775,1833]
yellow-dot-icon [134,2329,147,2342]
award-portraits [55,748,448,886]
body-copy: ಮಾನವ ಧರ್ಮ ಜಾಗೃತಿ ವೇದಿಕೆಯ ವತಿಯಿಂದ ನಂಜನಗೂಡು ತಾಲೂಕು ಯಾಚೇನಹಳ್ಳಿಯಲ್ಲಿ ಡಿ.29 ರಂದು ವಿಶ್ವಮಾನವ ಧರ್ಮದ ಮೊದಲ ಮಹಾ ಅಧಿವೇಶನ ನಡೆಯಲಿದೆ. ಕುವೆಂಪು ಅವರ ವಿಶ್ವಮಾನವ ಸಂದೇಶದ ಆಶಯದಂತೆ ಸರ್ವ ಜನಾಂಗದ ಶಾಂತಿಯ ತೋಟವಾಗಿ ನಾಡು ರೂಪುಗೊಳ್ಳಬೇಕು ಎಂಬ ಧ್ಯೇಯದೊಂದಿಗೆ ಅಧಿವೇಶನ ಆಯೋಜಿಸಲಾಗಿದೆ. ಮನುಜಮತ, ವಿಶ್ವಪಥ, ಸರ್ವೋದಯ, ಸಮನ್ವಯ, ಪೂರ್ಣದೃಷ್ಟಿಯೇ ವಿಶ್ವಮಾನವ ಧರ್ಮದ ತಿರುಳಾಗಿದ್ದು, ಬೆಂಗಳೂರು, ಮೈಸೂರು ಸೇರಿದಂತೆ ನಾಡಿನ ವಿವಿಧೆಡೆಯ ಸಾಹಿತಿಗಳು, ಚಿಂತಕರು, ಪ್ರಗತಿಪರರು ಭಾಗವಹಿಸಲಿದ್ದಾರೆ. ಬೆಳಗ್ಗೆ ಧ್ವಜಾರೋಹಣದೊಂದಿಗೆ ಆರಂಭವಾಗುವ ಅಧಿವೇಶನದಲ್ಲಿ ವಿಚಾರ ಗೋಷ್ಠಿಗಳು, ಸಾಂಸ್ಕೃತಿಕ ಕಾರ್ಯಕ್ರಮಗಳು ನಡೆಯಲಿವೆ. ಸುಮಾರು 150 ಕಾರ್ಯಕರ್ತರು ಸಿದ್ಧತೆಯಲ್ಲಿ ತೊಡಗಿದ್ದು, 10 ಸಾವಿರ ಜನರು ಸೇರುವ ನಿರೀಕ್ಷೆ ಇದೆ. 2 ತಿಂಗಳಿಂದ ಗ್ರಾಮಗಳಲ್ಲಿ ಉಚ್ಛ್ರಾಯದ ಪ್ರಚಾರ ನಡೆಯುತ್ತಿದ್ದು, ಧರ್ಮದ ಮೊದಲ ಅಧಿವೇಶನಕ್ಕೆ ಸಿದ್ಧತೆ ಪೂರ್ಣಗೊಂಡಿದೆ ಎಂದು ಸಂಘಟಕರು ಪತ್ರಿಕಾಗೋಷ್ಠಿಯಲ್ಲಿ ತಿಳಿಸಿದ್ದಾರೆ. [1075,700,1523,910]
article-sangeetha [45,111,660,613]
event-detail: ವಾರ್ಷಿಕೋತ್ಸವ; ನೃತ್ಯ, ಸಂಗೀತ ಕಾರ್ಯಕ್ರಮ, ವೀಣೆ ಶೇಷಣ್ಣ ಭವನ: ಸಂಜೆ 5ಕ್ಕೆ. [767,1980,1034,2011]
